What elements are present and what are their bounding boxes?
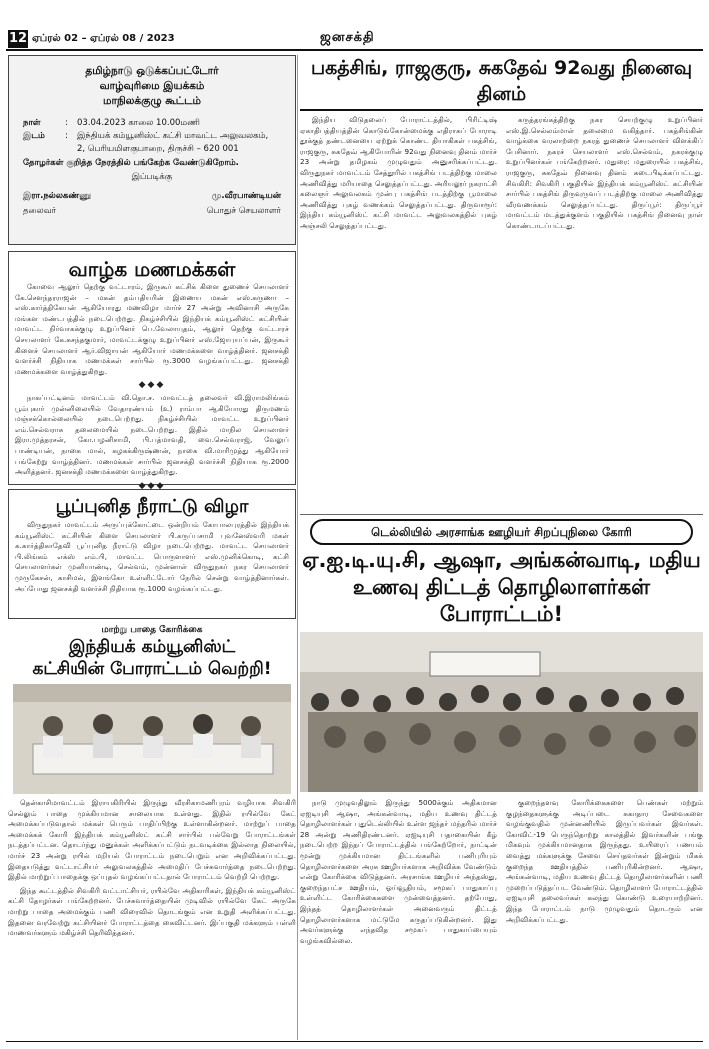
headline-rule (300, 109, 703, 111)
strike-col-2 (506, 798, 703, 1049)
ceremony-article (8, 489, 296, 619)
wedding-para-2: நாகப்பட்டினம் மாவட்டம் வி.தொ.ச. மாவட்டத் தலைவர் வி.இராமலிங்கம் பூம்புகார் முன்னிலையில் வேதாரண்யம் (உ) ராம்பா ஆகியோரது திருமணம் மஞ்சக்கொல்லையில் நடைபெற்றது. நிகழ்ச்சியில் மாவட்ட உறுப்பினர் எம்.செல்வராசு தலைமையில் நடைபெற்றது. இதில் மாநில செயலாளர் இரா.முத்தரசன், கோ.பழனிசாமி, பி.பத்மாவதி, வை.செல்வராஜ், வேலுப் பாண்டியன், நாகை மால், கழகக்கிருஷ்ணன், நாகை வி.மாரிமுத்து ஆகியோர் பங்கேற்று வாழ்த்தினர். மணமக்கள் சார்பில் ஜனசக்தி வளர்ச்சி நிதியாக ரூ.2000 அளித்தனர். ஜனசக்தி மணமக்களை வாழ்த்துகிறது. (15, 392, 289, 477)
notice-invite: தோழர்கள் குறித்த நேரத்தில் பங்கேற்க வேண்டுகிறோம். (23, 158, 239, 168)
meeting-photo-illustration (13, 684, 291, 794)
separator: ◆◆◆ (138, 380, 166, 391)
notice-date-value: 03.04.2023 காலை 10.00மணி (77, 118, 200, 128)
notice-place-line2: 2, பெரியமிளகுபாறை, திருச்சி – 620 001 (77, 144, 239, 154)
struggle-para-2: இந்த கூட்டத்தில் சிவகிரி வட்டாட்சியர், ரயில்வே அதிகாரிகள், இந்தியக் கம்யூனிஸ்ட் கட்சி தோழர்கள் பங்கேற்றனர். பேச்சுவார்த்தையின் முடிவில் ரயில்வே கேட் அருகே மாற்று பாதை அமைக்கும் பணி விரைவில் தொடங்கும் என உறுதி அளிக்கப்பட்டது. இதனை வரவேற்று கட்சியினர் போராட்டத்தை கைவிட்டனர். இப்பகுதி மக்களும் பள்ளி மாணவர்களும் மகிழ்ச்சி தெரிவித்தனர். (8, 885, 296, 938)
wedding-heading: வாழ்க மணமக்கள் (68, 257, 236, 281)
column-divider (297, 55, 298, 1040)
notice-title-line1: தமிழ்நாடு ஒடுக்கப்பட்டோர் (85, 65, 219, 77)
notice-title-line2: வாழ்வுரிமை இயக்கம் (99, 80, 205, 92)
ceremony-heading: பூப்புனித நீராட்டு விழா (55, 496, 249, 517)
bhagat-col-2-text: கருத்தரங்கத்திற்கு நகர செயற்குழு உறுப்பினர் எஸ்.இ.செல்லம்மாள் தலைமை வகித்தார். பகத்சிங்கின் வாழ்க்கை வரலாற்றை நகரத் துணைச் செயலாளர் விளக்கிப் பேசினார். நகரச் செயலாளர் எஸ்.செல்வம், நகரக்குழு உறுப்பினர்கள் பங்கேற்றனர். மதுரை: மதுரையில் பகத்சிங், ராஜகுரு, சுகதேவ் நினைவு தினம் கடைபிடிக்கப்பட்டது. சிவகிரி: சிவகிரி பகுதியில் இந்தியக் கம்யூனிஸ்ட் கட்சியின் சார்பில் பகத்சிங் திருவுருவப் படத்திற்கு மாலை அணிவித்து வீரவணக்கம் செலுத்தப்பட்டது. திருப்பூர்: திருப்பூர் மாவட்டம் மடத்துக்குளம் பகுதியில் பகத்சிங் நினைவு நாள் கொண்டாடப்பட்டது. (506, 115, 703, 230)
struggle-para-1: தென்காசிமாவட்டம் இராயகிரியில் இருந்து வீரசிகாமணிபுரம் வழியாக சிவகிரி செல்லும் பாதை முக்கியமான சாலையாக உள்ளது. இதில் ரயில்வே கேட் அமைக்கப்படுவதால் மக்கள் பெரும் பாதிப்பிற்கு உள்ளாகின்றனர். மாற்றுப் பாதை அமைக்கக் கோரி இந்தியக் கம்யூனிஸ்ட் கட்சி சார்பில் பல்வேறு போராட்டங்கள் நடத்தப்பட்டன. தொடர்ந்து மனுக்கள் அளிக்கப்பட்டும் நடவடிக்கை இல்லாத நிலையில், மார்ச் 23 அன்று ரயில் மறியல் போராட்டம் நடைபெறும் என அறிவிக்கப்பட்டது. இதையடுத்து வட்டாட்சியர் அலுவலகத்தில் அமைதிப் பேச்சுவார்த்தை நடைபெற்றது. இதில் மாற்றுப் பாதைக்கு ஒப்புதல் வழங்கப்பட்டதால் போராட்டம் வெற்றி பெற்றது. (8, 798, 296, 882)
struggle-body (8, 798, 296, 939)
notice-roles (9, 202, 295, 217)
notice-signoff: இப்படிக்கு (131, 172, 173, 182)
struggle-heading-line2: கட்சியின் போராட்டம் வெற்றி! (32, 659, 272, 679)
strike-heading-line1: ஏ.ஐ.டி.யு.சி, ஆஷா, அங்கன்வாடி, மதிய (302, 548, 701, 572)
notice-title (9, 64, 295, 109)
strike-col-2-text: குறைந்தளவு கோரிக்கைகளை பெண்கள் மற்றும் குழந்தைகளுக்கு அடிப்படை சுகாதார சேவைகளை வழங்குவதில் முன்னணியில் இருப்பவர்கள் இவர்கள். கோவிட்-19 பெருந்தொற்று காலத்தில் இவர்களின் பங்கு மிகவும் முக்கியமானதாக இருந்தது. உயிரைப் பணயம் வைத்து மக்களுக்கு சேவை செய்தவர்கள் இன்றும் மிகக் குறைந்த ஊதியத்தில் பணிபுரிகின்றனர். ஆஷா, அங்கன்வாடி, மதிய உணவு திட்டத் தொழிலாளர்களின் பணி முறைப்படுத்தப்பட வேண்டும். தொழிலாளர் போராட்டத்தில் ஏஐடியுசி தலைவர்கள் கலந்து கொண்டு உரையாற்றினர். இந்த போராட்டம் நாடு முழுவதும் தொடரும் என அறிவிக்கப்பட்டது. (506, 798, 703, 924)
struggle-article (8, 625, 296, 1035)
page-header (0, 0, 709, 50)
notice-names (9, 183, 295, 202)
section-rule (300, 514, 703, 515)
ceremony-body (15, 520, 289, 594)
bhagat-article-columns (300, 115, 703, 510)
strike-heading-line2: உணவு திட்டத் தொழிலாளர்கள் போராட்டம்! (352, 575, 651, 626)
notice-place-row: இடம் : இந்தியக் கம்யூனிஸ்ட் கட்சி மாவட்ட அலுவலகம், (23, 131, 269, 141)
notice-title-line3: மாநிலக்குழு கூட்டம் (103, 95, 201, 107)
header-rule (6, 49, 703, 51)
signatory-1-name: இரா.நல்லகண்ணு (23, 191, 92, 201)
strike-subhead: டெல்லியில் அரசாங்க ஊழியர் சிறப்புநிலை கோரி (310, 519, 693, 545)
strike-col-1-text: நாடு முழுவதிலும் இருந்து 5000க்கும் அதிகமான ஏஐடியுசி ஆஷா, அங்கன்வாடி, மதிய உணவு திட்டத் தொழிலாளர்கள் புதுடெல்லியில் உள்ள ஜந்தர் மந்தரில் மார்ச் 28 அன்று அணிதிரண்டனர். ஏஐடியுசி பதாகையின் கீழ் நடைபெற்ற இந்தப் போராட்டத்தில் பங்கேற்றோர், நாட்டின் மூன்று முக்கியமான திட்டங்களில் பணிபுரியும் தொழிலாளர்களை அரசு ஊழியர்களாக அறிவிக்க வேண்டும் என்று கோரிக்கை விடுத்தனர். அரசாங்க ஊழியர் அந்தஸ்து, குறைந்தபட்ச ஊதியம், ஓய்வூதியம், சமூகப் பாதுகாப்பு உள்ளிட்ட கோரிக்கைகளை முன்வைத்தனர். தற்போது, இந்தத் தொழிலாளர்கள் அனைவரும் திட்டத் தொழிலாளர்களாக மட்டுமே கருதப்படுகின்றனர். இது அவர்களுக்கு எந்தவித சமூகப் பாதுகாப்பையும் வழங்கவில்லை. (300, 798, 497, 945)
strike-article-columns (300, 798, 703, 1049)
struggle-heading-line1: இந்தியக் கம்யூனிஸ்ட் (68, 637, 236, 657)
struggle-kicker: மாற்று பாதை கோரிக்கை (101, 625, 203, 635)
separator: ◆◆◆ (138, 480, 166, 491)
left-column (8, 55, 296, 1040)
bhagat-headline: பகத்சிங், ராஜகுரு, சுகதேவ் 92வது நினைவு தினம் (310, 57, 693, 105)
ceremony-para: விருதுநகர் மாவட்டம் அருப்புக்கோட்டை ஒன்றியம் கோபாலபுரத்தில் இந்தியக் கம்யூனிஸ்ட் கட்சியின் கிளை செயலாளர் பி.கருப்பசாமி புவனேஸ்வரி மகள் க.கார்த்திகாதேவி பூப்புனித நீராட்டு விழா நடைபெற்றது. மாவட்ட செயலாளர் பி.லிங்கம் எக்ஸ் எம்.பி, மாவட்ட பொருளாளர் எஸ்.முனிக்கொடி, கட்சி செயலாளர்கள் முனியாண்டி, செல்வம், முன்னாள் விருதுநகர் நகர செயலாளர் முருகேசன், காசிமல், இளங்கோ உள்ளிட்டோர் நேரில் சென்று வாழ்த்தினார்கள். அப்போது ஜனசக்தி வளர்ச்சி நிதியாக ரூ.1000 வழங்கப்பட்டது. (15, 520, 289, 593)
protest-photo-illustration (300, 632, 703, 792)
right-column (300, 55, 703, 1040)
bhagat-col-1 (300, 115, 497, 510)
meeting-notice-box (8, 55, 296, 245)
wedding-body (15, 282, 289, 491)
notice-place-value: இந்தியக் கம்யூனிஸ்ட் கட்சி மாவட்ட அலுவலகம், (77, 131, 269, 141)
footer-rule (6, 1041, 703, 1042)
issue-date: ஏப்ரல் 02 – ஏப்ரல் 08 / 2023 (32, 33, 175, 44)
bhagat-col-1-text: இந்திய விடுதலைப் போராட்டத்தில், பிரிட்டிஷ் ஏகாதிபத்தியத்தின் கொடுங்கோன்மைக்கு எதிராகப் போராடி தூக்குத் தண்டனையை ஏற்றுக் கொண்ட தியாகிகள் பகத்சிங், ராஜகுரு, சுகதேவ் ஆகியோரின் 92வது நினைவு தினம் மார்ச் 23 அன்று தமிழகம் முழுவதும் அனுசரிக்கப்பட்டது. விருதுநகர் மாவட்டம் சேத்தூரில் பகத்சிங் படத்திற்கு மாலை அணிவித்து மரியாதை செலுத்தப்பட்டது. அரியலூர் நகராட்சி கலைஞர் அலுவலகம் முன்பு பகத்சிங் படத்திற்கு பூமாலை அணிவித்து புகழ் வணக்கம் செலுத்தப்பட்டது. திருவாரூர்: இந்திய கம்யூனிஸ்ட் கட்சி மாவட்ட அலுவலகத்தில் புகழ் அஞ்சலி செலுத்தப்பட்டது. (300, 115, 497, 230)
wedding-para-1: கோவை ஆலூர் தெற்கு வட்டாரம், இருகூர் கட்சிக் கிளை துணைச் செயலாளர் கே.சௌந்தரராஜன் – மகன் தம்பதியரின் இணைய மகன் எஸ்.கருணா – எஸ்.கார்த்திகேயன் ஆகியோரது மணவிழா மார்ச் 27 அன்று அவினாசி அருகே மங்கள மண்டபத்தில் நடைபெற்றது. நிகழ்ச்சியில் இந்தியக் கம்யூனிஸ்ட் கட்சியின் மாவட்ட நிர்வாகக்குழு உறுப்பினர் பெ.வேலாயுதம், ஆலூர் தெற்கு வட்டாரச் செயலாளர் கே.சுசந்தகுமார், மாவட்டக்குழு உறுப்பினர் எஸ்.ஜோபுயப்பன், இருகூர் கிளைச் செயலாளர் ஆர்.விஜாயன் ஆகியோர் மணமக்களை வாழ்த்தினர். ஜனசக்தி வளர்ச்சி நிதியாக மணமக்கள் சார்பில் ரூ.3000 வழங்கப்பட்டது. ஜனசக்தி மணமக்களை வாழ்த்துகிறது. (15, 282, 289, 376)
wedding-article (8, 251, 296, 491)
notice-date-row: நாள் : 03.04.2023 காலை 10.00மணி (23, 118, 200, 128)
protest-photo (300, 632, 703, 792)
notice-place-key: இடம் (23, 131, 45, 141)
notice-date-key: நாள் (23, 118, 41, 128)
bhagat-col-2 (506, 115, 703, 510)
signatory-2-role: பொதுச் செயலாளர் (206, 206, 281, 216)
signatory-1-role: தலைவர் (23, 206, 57, 216)
signatory-2-name: மு.வீரபாண்டியன் (211, 191, 281, 201)
strike-col-1 (300, 798, 497, 1049)
masthead-title: ஜனசக்தி (320, 30, 375, 45)
page-number: 12 (8, 31, 28, 46)
meeting-photo (13, 684, 291, 794)
